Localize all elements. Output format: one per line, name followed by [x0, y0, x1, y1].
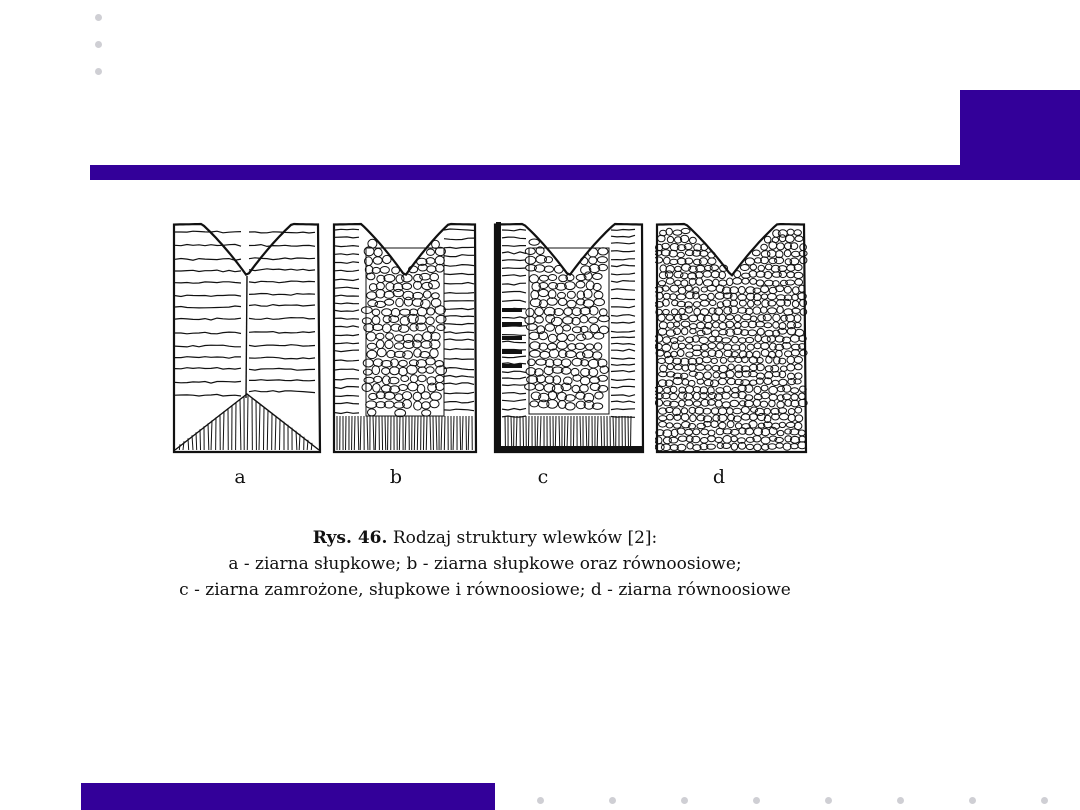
decor-dot — [897, 797, 904, 804]
panel-label-c: c — [537, 466, 549, 488]
caption-line-2: a - ziarna słupkowe; b - ziarna słupkowe oraz równoosiowe; — [228, 554, 742, 574]
decor-dot — [825, 797, 832, 804]
ingot-panel-d — [655, 218, 808, 454]
header-accent-bar — [90, 165, 1080, 180]
decor-dot — [95, 14, 102, 21]
decor-dot — [753, 797, 760, 804]
ingot-panel-c — [493, 218, 645, 454]
decor-dot — [537, 797, 544, 804]
caption-line-3: c - ziarna zamrożone, słupkowe i równoosiowe; d - ziarna równoosiowe — [179, 580, 791, 600]
ingot-panel-b — [332, 218, 478, 454]
caption-number: Rys. 46. — [312, 528, 388, 548]
panel-label-d: d — [712, 466, 726, 488]
ingot-panel-a — [172, 218, 322, 454]
header-accent-block — [960, 90, 1080, 165]
caption-title-line — [130, 525, 840, 551]
figure-caption — [130, 525, 840, 603]
panel-label-a: a — [234, 466, 246, 488]
caption-title: Rodzaj struktury wlewków [2]: — [392, 528, 658, 548]
panel-label-b: b — [389, 466, 403, 488]
decor-dot — [681, 797, 688, 804]
decor-dot — [95, 68, 102, 75]
decor-dot — [969, 797, 976, 804]
decor-dot — [609, 797, 616, 804]
decor-dot — [1041, 797, 1048, 804]
footer-accent-bar — [81, 783, 495, 810]
decor-dot — [95, 41, 102, 48]
